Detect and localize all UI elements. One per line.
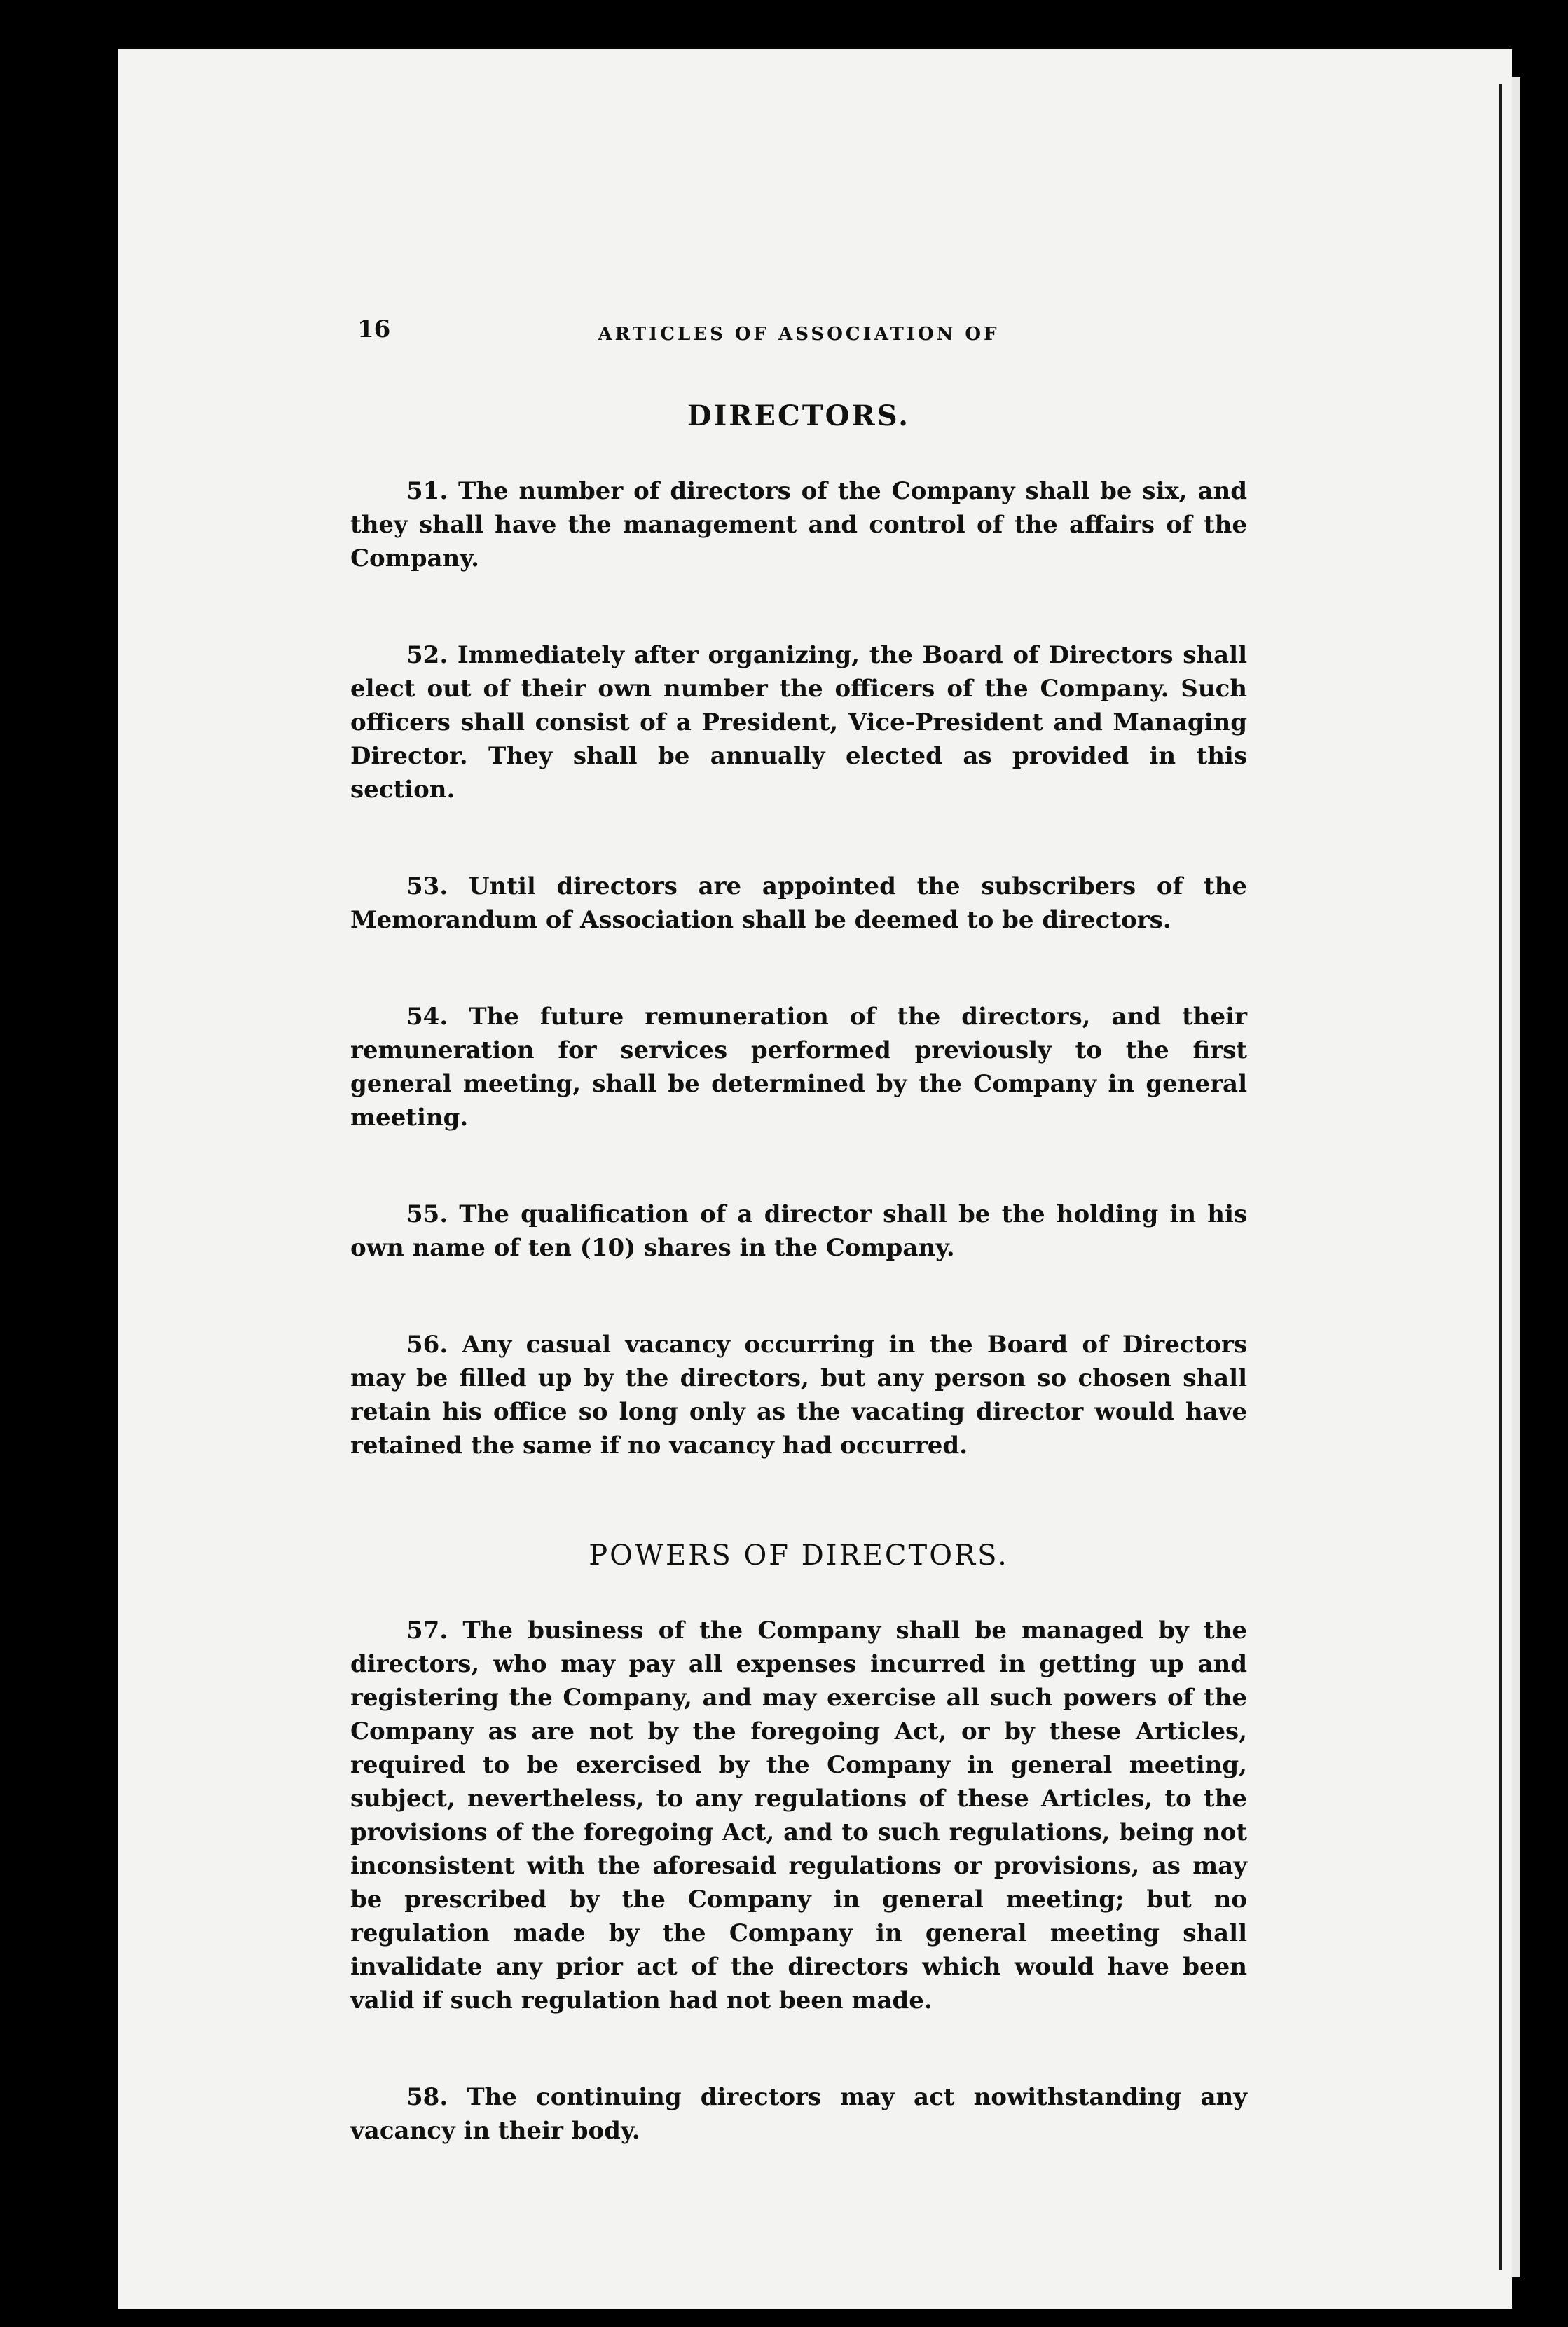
page-edge xyxy=(1512,77,1520,2277)
article-58: 58. The continuing directors may act nowithstanding any vacancy in their body. xyxy=(350,2083,1247,2145)
running-head-title: ARTICLES OF ASSOCIATION OF xyxy=(598,324,1000,345)
section-heading-directors: DIRECTORS. xyxy=(687,399,911,432)
running-head xyxy=(350,315,1247,364)
article-53: 53. Until directors are appointed the subscribers of the Memorandum of Association shall be deemed to be directors. xyxy=(350,872,1247,934)
article-56: 56. Any casual vacancy occurring in the Board of Directors may be filled up by the directors, but any person so chosen shall retain his office so long only as the vacating director would have retained the same if no vacancy had occurred. xyxy=(350,1331,1247,1460)
page-number: 16 xyxy=(357,315,391,343)
binding-shadow xyxy=(1499,84,1502,2270)
article-51: 51. The number of directors of the Company shall be six, and they shall have the management and control of the affairs of the Company. xyxy=(350,477,1247,572)
article-54: 54. The future remuneration of the directors, and their remuneration for services performed previously to the first general meeting, shall be determined by the Company in general meeting. xyxy=(350,1003,1247,1132)
article-55: 55. The qualification of a director shall be the holding in his own name of ten (10) shares in the Company. xyxy=(350,1200,1247,1262)
section-heading-powers-of-directors: POWERS OF DIRECTORS. xyxy=(589,1539,1009,1572)
article-52: 52. Immediately after organizing, the Board of Directors shall elect out of their own number the officers of the Company. Such officers shall consist of a President, Vice-President and Managing Director. They shall be annually elected as provided in this section. xyxy=(350,641,1247,804)
article-57: 57. The business of the Company shall be managed by the directors, who may pay all expenses incurred in getting up and registering the Company, and may exercise all such powers of the Company as are not by the foregoing Act, or by these Articles, required to be exercised by the Company in general meeting, subject, nevertheless, to any regulations of these Articles, to the provisions of the foregoing Act, and to such regulations, being not inconsistent with the aforesaid regulations or provisions, as may be prescribed by the Company in general meeting; but no regulation made by the Company in general meeting shall invalidate any prior act of the directors which would have been valid if such regulation had not been made. xyxy=(350,1616,1247,2014)
page-content xyxy=(350,315,1247,2211)
